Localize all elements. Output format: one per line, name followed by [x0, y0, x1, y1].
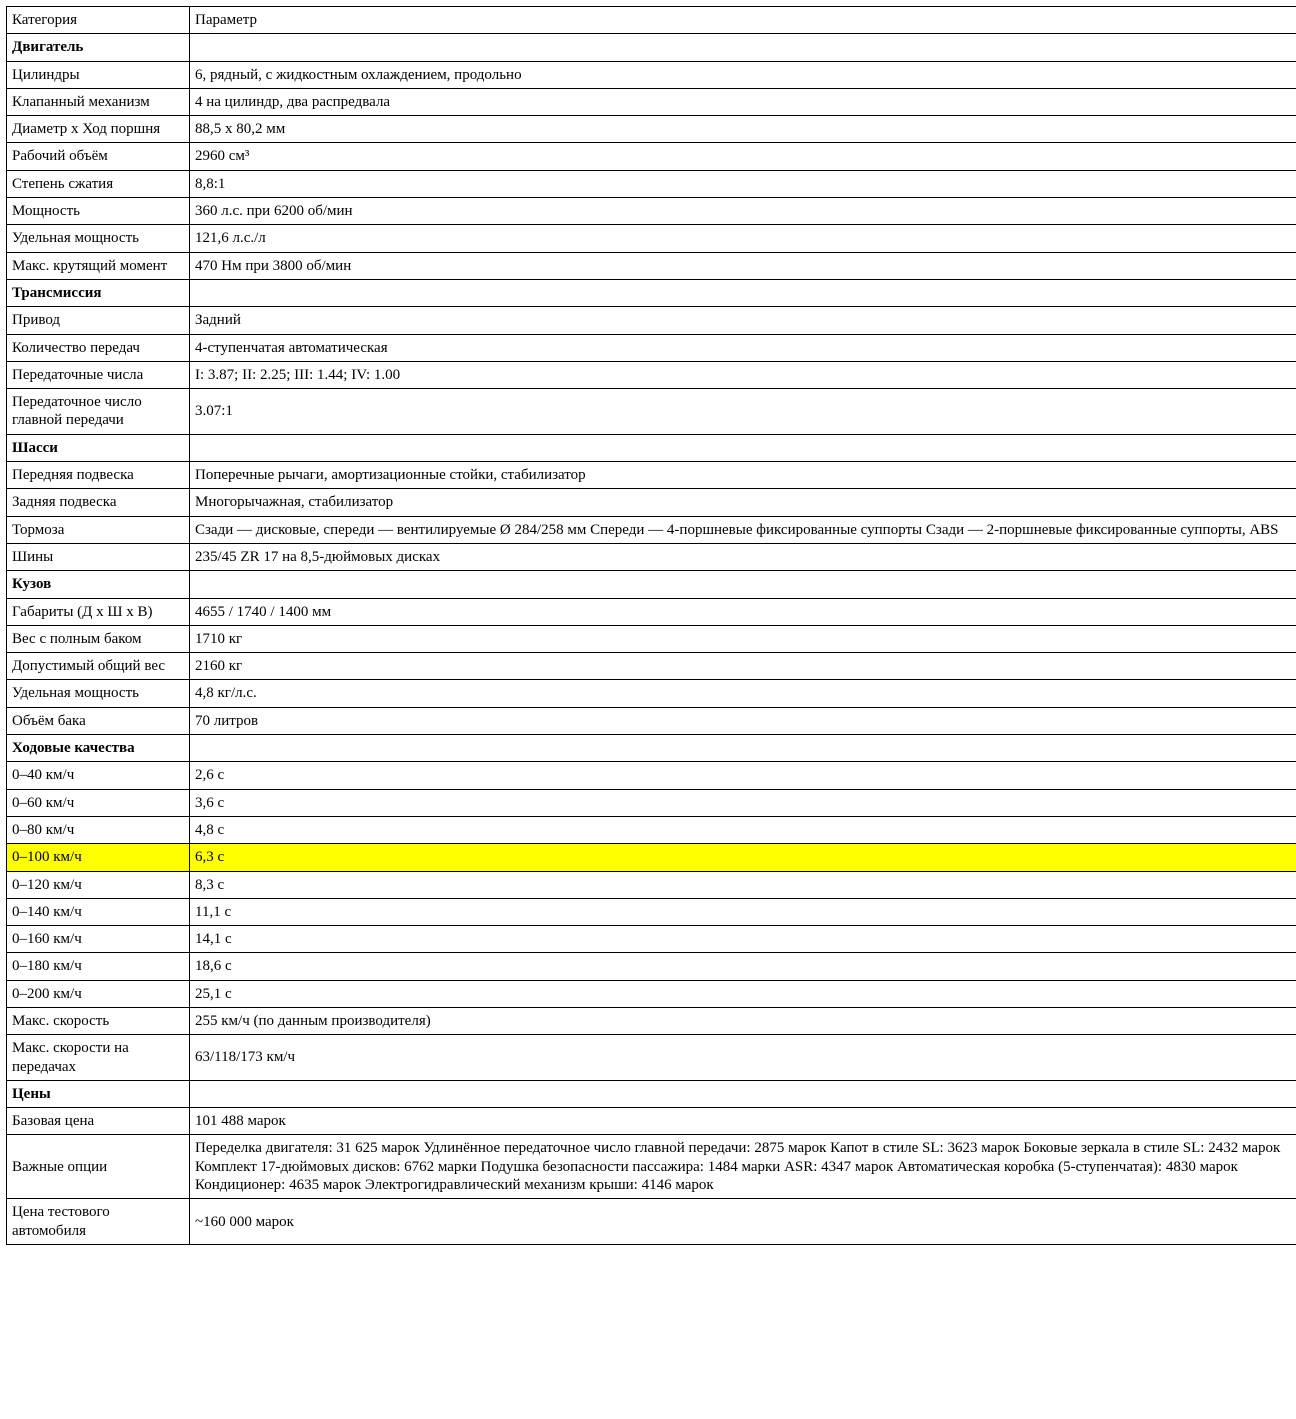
table-row — [7, 707, 1296, 734]
table-row — [7, 489, 1296, 516]
table-cell-value: 11,1 с — [190, 898, 1296, 925]
table-cell-value: 255 км/ч (по данным производителя) — [190, 1007, 1296, 1034]
table-cell-category: 0–140 км/ч — [7, 898, 190, 925]
table-cell-value: 8,3 с — [190, 871, 1296, 898]
table-row — [7, 1108, 1296, 1135]
table-cell-value: 3.07:1 — [190, 389, 1296, 435]
table-row — [7, 198, 1296, 225]
table-cell-value: 2,6 с — [190, 762, 1296, 789]
table-cell-value: 4,8 с — [190, 816, 1296, 843]
table-row — [7, 389, 1296, 435]
table-row — [7, 88, 1296, 115]
table-cell-category: Макс. скорость — [7, 1007, 190, 1034]
table-cell-category: Передаточное число главной передачи — [7, 389, 190, 435]
table-cell-value: 88,5 x 80,2 мм — [190, 116, 1296, 143]
table-cell-value: Задний — [190, 307, 1296, 334]
table-row — [7, 789, 1296, 816]
table-cell-value: 4,8 кг/л.с. — [190, 680, 1296, 707]
table-cell-value: I: 3.87; II: 2.25; III: 1.44; IV: 1.00 — [190, 361, 1296, 388]
table-cell-value — [190, 434, 1296, 461]
table-cell-category: Цилиндры — [7, 61, 190, 88]
table-cell-value: Сзади — дисковые, спереди — вентилируемые Ø 284/258 мм Спереди — 4-поршневые фиксированные суппорты Сзади — 2-поршневые фиксированные суппорты, ABS — [190, 516, 1296, 543]
table-cell-category: 0–100 км/ч — [7, 844, 190, 871]
table-row — [7, 225, 1296, 252]
table-row — [7, 143, 1296, 170]
table-row — [7, 762, 1296, 789]
table-cell-category: Кузов — [7, 571, 190, 598]
table-cell-category: 0–40 км/ч — [7, 762, 190, 789]
table-cell-category: Клапанный механизм — [7, 88, 190, 115]
table-cell-value: 4655 / 1740 / 1400 мм — [190, 598, 1296, 625]
table-cell-category: Макс. скорости на передачах — [7, 1035, 190, 1081]
table-cell-category: Удельная мощность — [7, 225, 190, 252]
table-cell-category: 0–200 км/ч — [7, 980, 190, 1007]
table-cell-category: Мощность — [7, 198, 190, 225]
table-cell-category: Двигатель — [7, 34, 190, 61]
table-section-row — [7, 279, 1296, 306]
table-cell-value: Переделка двигателя: 31 625 марок Удлинённое передаточное число главной передачи: 2875 марок Капот в стиле SL: 3623 марок Боковые зеркала в стиле SL: 2432 марок Комплект 17-дюймовых дисков: 6762 марки Подушка безопасности пассажира: 1484 марки ASR: 4347 марок Автоматическая коробка (5-ступенчатая): 4830 марок Кондиционер: 4635 марок Электрогидравлический механизм крыши: 4146 марок — [190, 1135, 1296, 1199]
table-cell-category: 0–120 км/ч — [7, 871, 190, 898]
table-cell-category: Степень сжатия — [7, 170, 190, 197]
table-cell-value: 101 488 марок — [190, 1108, 1296, 1135]
table-row — [7, 1035, 1296, 1081]
table-section-row — [7, 571, 1296, 598]
table-cell-category: Передняя подвеска — [7, 462, 190, 489]
specifications-table — [6, 6, 1296, 1245]
table-cell-value: 235/45 ZR 17 на 8,5-дюймовых дисках — [190, 543, 1296, 570]
table-row — [7, 252, 1296, 279]
table-row — [7, 816, 1296, 843]
table-row — [7, 307, 1296, 334]
table-section-row — [7, 1080, 1296, 1107]
table-row — [7, 980, 1296, 1007]
table-cell-category: Габариты (Д x Ш x В) — [7, 598, 190, 625]
table-cell-value: 18,6 с — [190, 953, 1296, 980]
table-cell-category: Тормоза — [7, 516, 190, 543]
table-cell-category: Привод — [7, 307, 190, 334]
table-cell-category: 0–180 км/ч — [7, 953, 190, 980]
table-row — [7, 462, 1296, 489]
table-row — [7, 516, 1296, 543]
table-cell-category: Диаметр x Ход поршня — [7, 116, 190, 143]
table-cell-category: Цены — [7, 1080, 190, 1107]
table-row — [7, 898, 1296, 925]
table-cell-value: 63/118/173 км/ч — [190, 1035, 1296, 1081]
table-row — [7, 1135, 1296, 1199]
table-cell-category: Базовая цена — [7, 1108, 190, 1135]
table-section-row — [7, 735, 1296, 762]
table-cell-category: Количество передач — [7, 334, 190, 361]
table-cell-value: Многорычажная, стабилизатор — [190, 489, 1296, 516]
table-cell-value — [190, 571, 1296, 598]
table-section-row — [7, 434, 1296, 461]
table-cell-value — [190, 279, 1296, 306]
table-cell-value: 25,1 с — [190, 980, 1296, 1007]
table-cell-value: 1710 кг — [190, 625, 1296, 652]
table-cell-category: Трансмиссия — [7, 279, 190, 306]
table-cell-value: 2160 кг — [190, 653, 1296, 680]
table-cell-category: Категория — [7, 7, 190, 34]
table-cell-category: Рабочий объём — [7, 143, 190, 170]
table-row — [7, 953, 1296, 980]
table-cell-category: 0–80 км/ч — [7, 816, 190, 843]
table-row — [7, 653, 1296, 680]
table-cell-value: ~160 000 марок — [190, 1199, 1296, 1245]
table-cell-value: 4 на цилиндр, два распредвала — [190, 88, 1296, 115]
table-cell-value: 470 Нм при 3800 об/мин — [190, 252, 1296, 279]
table-cell-value: 6, рядный, с жидкостным охлаждением, продольно — [190, 61, 1296, 88]
table-row — [7, 1007, 1296, 1034]
table-cell-category: 0–160 км/ч — [7, 926, 190, 953]
table-row — [7, 361, 1296, 388]
table-cell-value: 121,6 л.с./л — [190, 225, 1296, 252]
table-row — [7, 926, 1296, 953]
table-row — [7, 334, 1296, 361]
table-row — [7, 543, 1296, 570]
table-cell-category: Шасси — [7, 434, 190, 461]
table-cell-category: Допустимый общий вес — [7, 653, 190, 680]
table-row — [7, 170, 1296, 197]
table-cell-category: 0–60 км/ч — [7, 789, 190, 816]
table-cell-value: 14,1 с — [190, 926, 1296, 953]
table-cell-value: 4-ступенчатая автоматическая — [190, 334, 1296, 361]
table-cell-value: Параметр — [190, 7, 1296, 34]
table-row — [7, 680, 1296, 707]
table-cell-value: Поперечные рычаги, амортизационные стойки, стабилизатор — [190, 462, 1296, 489]
table-header-row — [7, 7, 1296, 34]
table-cell-category: Задняя подвеска — [7, 489, 190, 516]
table-cell-category: Макс. крутящий момент — [7, 252, 190, 279]
table-row — [7, 625, 1296, 652]
table-cell-category: Ходовые качества — [7, 735, 190, 762]
table-cell-category: Важные опции — [7, 1135, 190, 1199]
table-row — [7, 844, 1296, 871]
table-cell-value: 3,6 с — [190, 789, 1296, 816]
table-cell-category: Цена тестового автомобиля — [7, 1199, 190, 1245]
table-cell-value: 6,3 с — [190, 844, 1296, 871]
table-cell-value — [190, 34, 1296, 61]
table-cell-category: Передаточные числа — [7, 361, 190, 388]
table-row — [7, 1199, 1296, 1245]
table-body — [7, 7, 1296, 1245]
table-cell-category: Объём бака — [7, 707, 190, 734]
table-cell-value: 2960 см³ — [190, 143, 1296, 170]
table-cell-value — [190, 1080, 1296, 1107]
table-cell-value: 360 л.с. при 6200 об/мин — [190, 198, 1296, 225]
table-cell-category: Шины — [7, 543, 190, 570]
table-cell-category: Удельная мощность — [7, 680, 190, 707]
table-cell-value: 70 литров — [190, 707, 1296, 734]
table-cell-category: Вес с полным баком — [7, 625, 190, 652]
table-row — [7, 598, 1296, 625]
table-section-row — [7, 34, 1296, 61]
table-cell-value: 8,8:1 — [190, 170, 1296, 197]
table-row — [7, 116, 1296, 143]
table-cell-value — [190, 735, 1296, 762]
table-row — [7, 871, 1296, 898]
table-row — [7, 61, 1296, 88]
